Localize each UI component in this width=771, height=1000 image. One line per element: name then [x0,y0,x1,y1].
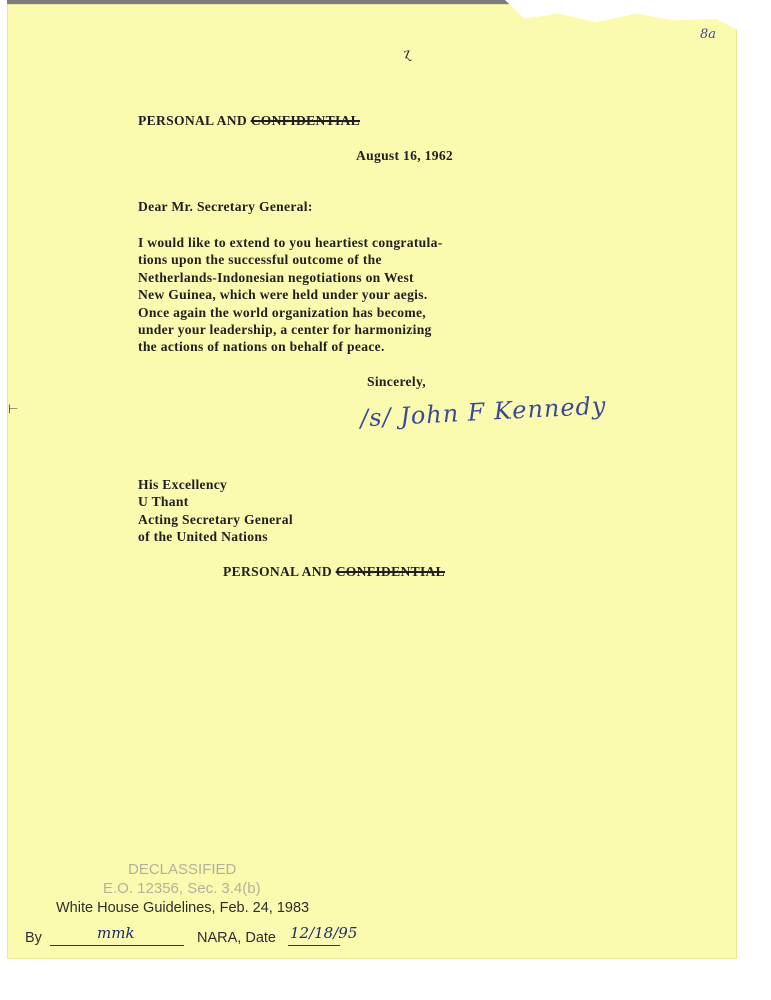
salutation: Dear Mr. Secretary General: [138,199,313,214]
body-line: Netherlands-Indonesian negotiations on West [138,269,414,285]
declass-date: 12/18/95 [290,924,358,942]
guidelines-line: White House Guidelines, Feb. 24, 1983 [56,900,310,916]
date-underline [288,945,340,946]
header-personal-text: PERSONAL AND [138,113,247,128]
body-line: the actions of nations on behalf of peace. [138,339,385,355]
signature: /s/ John F Kennedy [359,391,608,433]
body-line: New Guinea, which were held under your aegis. [138,287,428,303]
executive-order-line: E.O. 12356, Sec. 3.4(b) [103,880,261,897]
body-line: I would like to extend to you heartiest congratula- [138,235,443,250]
by-label: By [25,930,42,946]
by-underline [50,945,184,946]
header-struck-text: CONFIDENTIAL [250,113,361,128]
by-initials: mmk [97,924,135,942]
recipient-line: Acting Secretary General [138,511,293,527]
body-line: under your leadership, a center for harmonizing [138,322,432,338]
nara-date-label: NARA, Date [197,930,276,946]
body-line: tions upon the successful outcome of the [138,252,382,268]
recipient-line: of the United Nations [138,529,268,545]
body-line: Once again the world organization has become, [138,304,427,320]
footer-classification [223,563,445,580]
recipient-block [138,476,293,546]
recipient-line: His Excellency [138,477,228,492]
closing: Sincerely, [367,374,427,389]
letter-date: August 16, 1962 [356,148,454,163]
header-classification [138,112,360,129]
footer-struck-text: CONFIDENTIAL [335,564,446,579]
archive-page-mark: 8a [700,27,717,42]
footer-personal-text: PERSONAL AND [223,564,332,579]
letter-body [138,234,443,356]
scan-margin-right [737,0,771,1000]
stray-mark: ɀ [402,44,413,63]
declassified-label: DECLASSIFIED [128,861,237,878]
margin-mark: ⊢ [8,402,19,416]
recipient-line: U Thant [138,494,189,510]
